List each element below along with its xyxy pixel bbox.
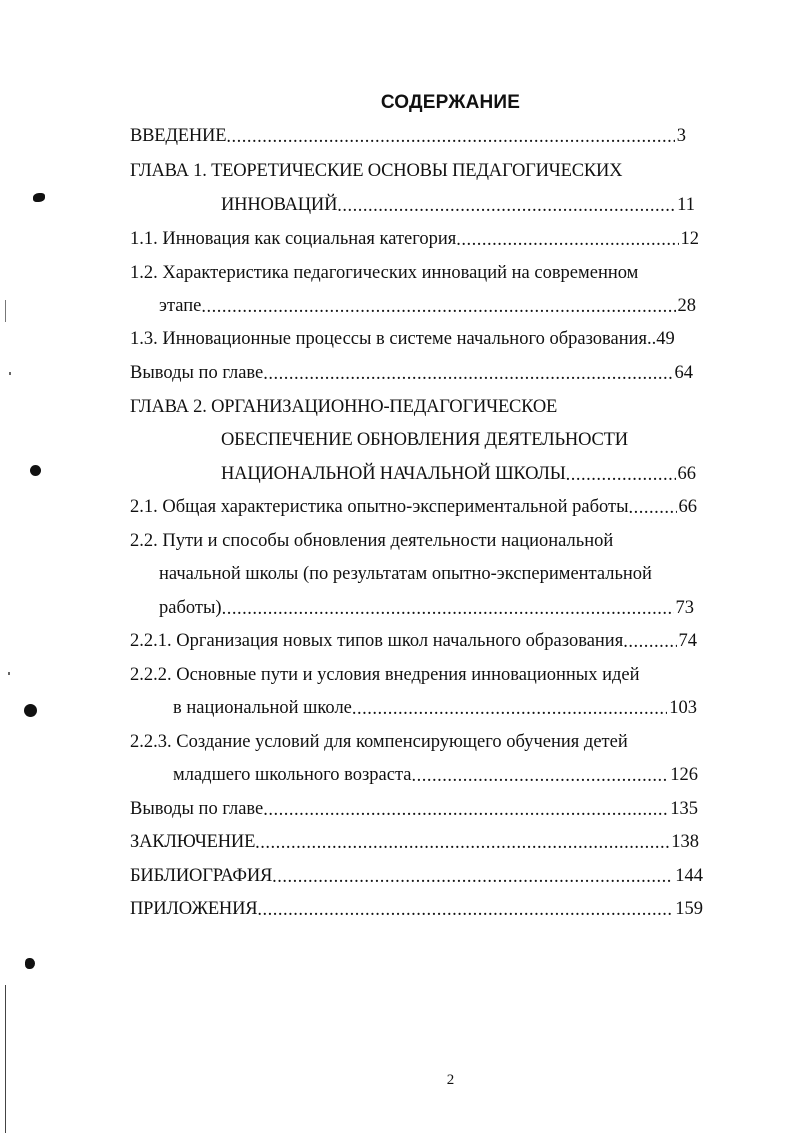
dot-leader (623, 631, 676, 653)
toc-entry-label: в национальной школе (173, 698, 352, 718)
toc-entry-label: ЗАКЛЮЧЕНИЕ (130, 832, 256, 852)
toc-entry-section-2-1[interactable] (130, 496, 697, 518)
toc-entry-section-1-2[interactable] (159, 295, 696, 317)
toc-page-number: 28 (677, 296, 696, 316)
toc-entry-label: младшего школьного возраста (173, 765, 412, 785)
scan-speck (9, 372, 11, 375)
toc-page-number: 66 (678, 497, 697, 517)
dot-leader (337, 195, 675, 217)
toc-entry-section-2-2[interactable] (159, 597, 694, 619)
toc-section-2-2-3-title[interactable]: 2.2.3. Создание условий для компенсирующего обучения детей (130, 732, 628, 752)
scan-speck (8, 672, 10, 675)
toc-entry-label: 1.3. Инновационные процессы в системе начального образования. (130, 329, 652, 349)
toc-entry-label: БИБЛИОГРАФИЯ (130, 866, 273, 886)
page-title: СОДЕРЖАНИЕ (380, 92, 521, 113)
toc-section-2-2-title[interactable]: 2.2. Пути и способы обновления деятельности национальной (130, 531, 614, 551)
dot-leader (566, 464, 676, 486)
toc-section-2-2-title-line-2[interactable]: начальной школы (по результатам опытно-экспериментальной (159, 564, 652, 584)
toc-page-number: 73 (675, 598, 694, 618)
toc-page-number: 144 (675, 866, 703, 886)
toc-entry-chapter-2[interactable] (221, 463, 696, 485)
toc-entry-section-2-2-3[interactable] (173, 764, 698, 786)
toc-entry-label: Выводы по главе (130, 363, 264, 383)
toc-entry-conclusion[interactable] (130, 831, 699, 853)
toc-page-number: 11 (677, 195, 695, 215)
toc-page-number: 12 (680, 229, 699, 249)
toc-chapter-1-title[interactable]: ГЛАВА 1. ТЕОРЕТИЧЕСКИЕ ОСНОВЫ ПЕДАГОГИЧЕСКИХ (130, 161, 623, 181)
toc-entry-label: 2.2.1. Организация новых типов школ начального образования (130, 631, 624, 651)
toc-entry-label: ПРИЛОЖЕНИЯ (130, 899, 258, 919)
toc-section-1-2-title[interactable]: 1.2. Характеристика педагогических инноваций на современном (130, 263, 639, 283)
page-number: 2 (446, 1072, 455, 1088)
toc-entry-label: этапе (159, 296, 202, 316)
dot-leader (255, 832, 669, 854)
dot-leader (456, 229, 678, 251)
punch-hole-mark (33, 193, 45, 202)
toc-chapter-2-title[interactable]: ГЛАВА 2. ОРГАНИЗАЦИОННО-ПЕДАГОГИЧЕСКОЕ (130, 397, 558, 417)
dot-leader (257, 899, 673, 921)
toc-entry-label: 1.1. Инновация как социальная категория (130, 229, 457, 249)
toc-entry-label: работы) (159, 598, 222, 618)
toc-section-2-2-2-title[interactable]: 2.2.2. Основные пути и условия внедрения инновационных идей (130, 665, 640, 685)
toc-page-number: 64 (674, 363, 693, 383)
toc-page-number: 3 (676, 126, 686, 146)
toc-entry-label: НАЦИОНАЛЬНОЙ НАЧАЛЬНОЙ ШКОЛЫ (221, 464, 566, 484)
toc-entry-chapter-1-conclusions[interactable] (130, 362, 693, 384)
punch-hole-mark (30, 465, 41, 476)
toc-page-number: 66 (677, 464, 696, 484)
dot-leader (226, 126, 674, 148)
toc-page-number: 138 (671, 832, 699, 852)
dot-leader (222, 598, 674, 620)
toc-entry-section-2-2-2[interactable] (173, 697, 697, 719)
dot-leader (412, 765, 669, 787)
toc-entry-section-1-1[interactable] (130, 228, 699, 250)
toc-entry-chapter-1[interactable] (221, 194, 695, 216)
dot-leader (352, 698, 667, 720)
dot-leader (263, 363, 672, 385)
punch-hole-mark (24, 704, 37, 717)
punch-hole-mark (25, 958, 35, 969)
toc-page-number: 159 (675, 899, 703, 919)
toc-entry-section-1-3[interactable] (130, 328, 697, 350)
toc-page-number: 135 (670, 799, 698, 819)
toc-entry-label: 2.1. Общая характеристика опытно-экспериментальной работы (130, 497, 629, 517)
toc-entry-label: ВВЕДЕНИЕ (130, 126, 227, 146)
scan-edge-line (5, 985, 6, 1133)
toc-entry-section-2-2-1[interactable] (130, 630, 697, 652)
dot-leader (629, 497, 677, 519)
toc-entry-label: ИННОВАЦИЙ (221, 195, 338, 215)
toc-page-number: 126 (670, 765, 698, 785)
dot-leader (272, 866, 673, 888)
dot-leader (201, 296, 675, 318)
toc-page-number: 103 (669, 698, 697, 718)
dot-leader (263, 799, 668, 821)
scan-edge-mark (5, 300, 6, 322)
toc-page-number: 74 (678, 631, 697, 651)
toc-entry-label: Выводы по главе (130, 799, 264, 819)
toc-entry-bibliography[interactable] (130, 865, 703, 887)
toc-entry-appendix[interactable] (130, 898, 703, 920)
toc-entry-chapter-2-conclusions[interactable] (130, 798, 698, 820)
toc-entry-introduction[interactable] (130, 125, 686, 147)
toc-chapter-2-title-line-2[interactable]: ОБЕСПЕЧЕНИЕ ОБНОВЛЕНИЯ ДЕЯТЕЛЬНОСТИ (221, 430, 628, 450)
toc-page-number: .49 (651, 329, 675, 349)
